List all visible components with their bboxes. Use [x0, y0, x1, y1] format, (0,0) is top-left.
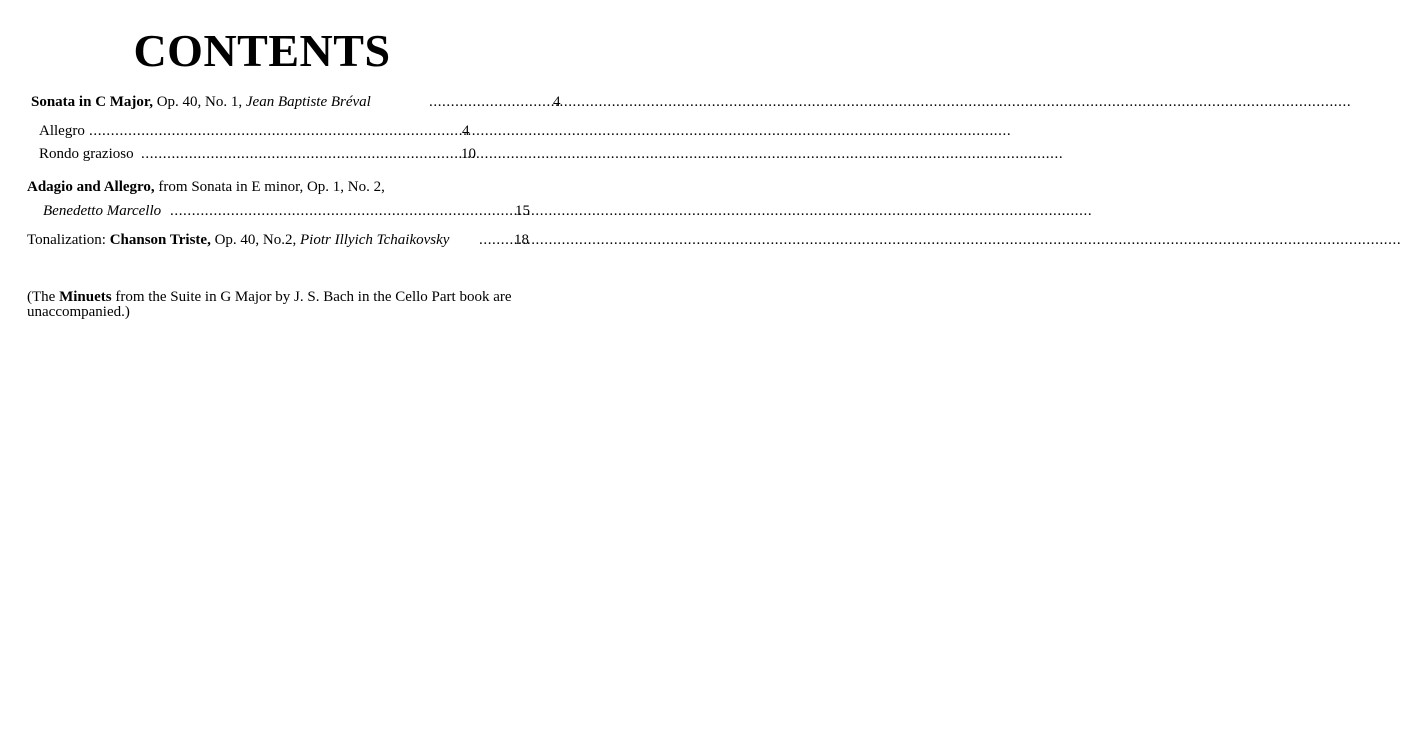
dot-leader: [479, 231, 514, 249]
movement-page-number: 10: [461, 146, 476, 162]
dot-leader: [89, 122, 462, 140]
entry-title: Adagio and Allegro,: [27, 179, 155, 195]
note-emphasis: Minuets: [59, 289, 112, 305]
entry-page-number: 18: [514, 232, 529, 248]
toc-entry-chanson-triste: [27, 231, 532, 249]
movement-label: Rondo grazioso: [39, 146, 134, 162]
entry-composer: Benedetto Marcello: [43, 203, 162, 219]
page-title: CONTENTS: [133, 25, 391, 76]
toc-entry-adagio-allegro: [27, 178, 527, 196]
toc-movement-allegro: [39, 122, 479, 140]
entry-detail: from Sonata in E minor, Op. 1, No. 2,: [154, 179, 385, 195]
toc-movement-rondo-grazioso: [39, 145, 484, 163]
entry-page-number: 15: [515, 203, 530, 219]
note-rest: from the Suite in G Major by J. S. Bach in the Cello Part book are unaccompanied.): [27, 289, 512, 320]
entry-prefix: Tonalization:: [27, 232, 110, 248]
entry-detail: Op. 40, No. 1,: [152, 94, 246, 110]
movement-label: Allegro: [39, 123, 85, 139]
movement-page-number: 4: [462, 123, 470, 139]
entry-title: Chanson Triste,: [109, 232, 211, 248]
toc-entry-sonata-c-major: [31, 93, 561, 111]
entry-composer: Jean Baptiste Bréval: [245, 94, 371, 110]
unaccompanied-note: [27, 290, 527, 320]
entry-detail: Op. 40, No.2,: [210, 232, 300, 248]
entry-page-number: 4: [553, 94, 561, 110]
toc-entry-adagio-allegro-composer: [43, 202, 533, 220]
entry-title: Sonata in C Major,: [31, 94, 153, 110]
dot-leader: [170, 202, 514, 220]
note-open: (The: [27, 289, 60, 305]
dot-leader: [429, 93, 552, 111]
dot-leader: [141, 145, 461, 163]
entry-composer: Piotr Illyich Tchaikovsky: [300, 232, 450, 248]
